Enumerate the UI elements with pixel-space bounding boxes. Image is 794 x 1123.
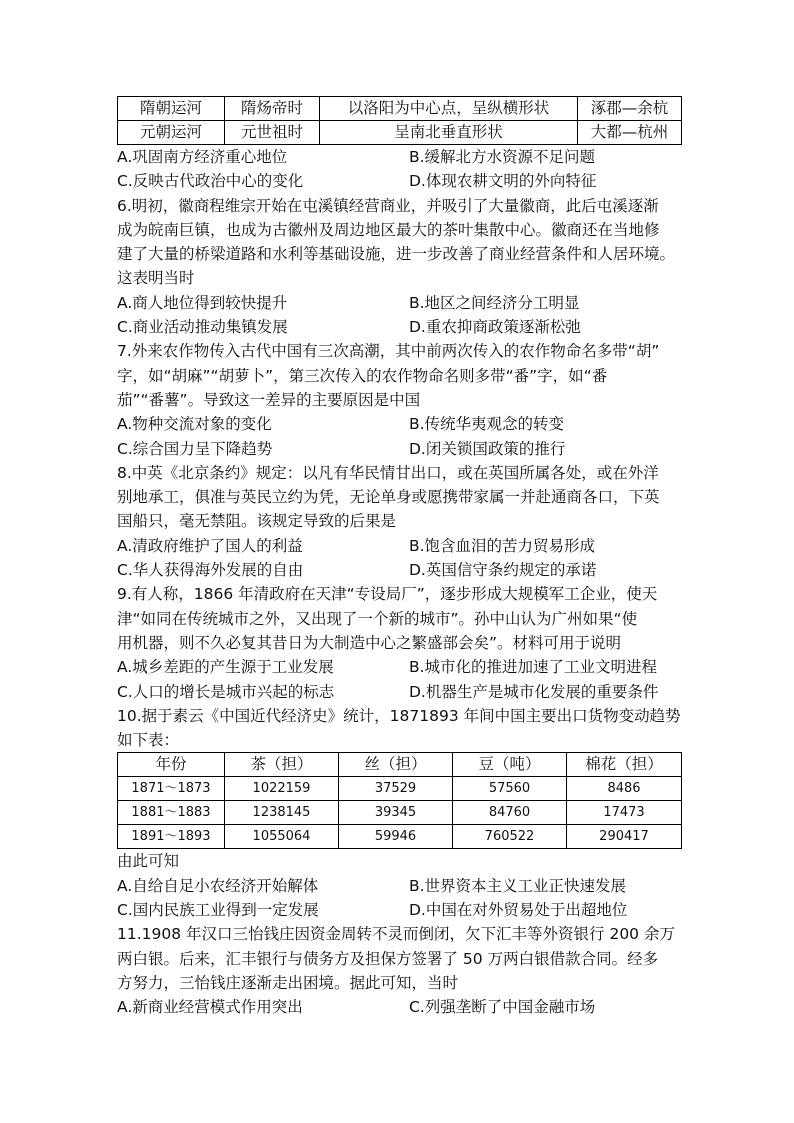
option-b[interactable]: B.城市化的推进加速了工业文明进程 xyxy=(409,658,658,677)
option-c[interactable]: C.人口的增长是城市兴起的标志 xyxy=(117,682,335,701)
option-c[interactable]: C.国内民族工业得到一定发展 xyxy=(117,901,319,920)
column-header: 丝（担） xyxy=(339,753,453,777)
table-cell: 59946 xyxy=(339,825,453,849)
question-text-line: 11.1908 年汉口三怡钱庄因资金周转不灵而倒闭，欠下汇丰等外资银行 200 余万 xyxy=(117,925,675,944)
question-7 xyxy=(117,339,681,460)
question-text-line: 两白银。后来，汇丰银行与债务方及担保方签署了 50 万两白银借款合同。经多 xyxy=(117,949,659,968)
table-cell: 84760 xyxy=(453,801,567,825)
table-cell: 隋炀帝时 xyxy=(225,97,320,121)
table-cell: 8486 xyxy=(567,777,682,801)
question-11 xyxy=(117,922,681,1019)
question-text-line: 建了大量的桥梁道路和水利等基础设施，进一步改善了商业经营条件和人居环境。 xyxy=(117,245,676,264)
question-text-line: 国船只，毫无禁阻。该规定导致的后果是 xyxy=(117,512,397,531)
table-row xyxy=(118,97,682,121)
table-cell: 37529 xyxy=(339,777,453,801)
option-c[interactable]: C.列强垄断了中国金融市场 xyxy=(409,998,596,1017)
option-a[interactable]: A.清政府维护了国人的利益 xyxy=(117,536,303,555)
table-cell: 涿郡—余杭 xyxy=(578,97,682,121)
table-cell: 呈南北垂直形状 xyxy=(320,121,578,145)
question-8 xyxy=(117,461,681,582)
option-b[interactable]: B.饱含血泪的苦力贸易形成 xyxy=(409,536,596,555)
question-10 xyxy=(117,704,681,922)
table-row xyxy=(118,121,682,145)
q8-options-row-1 xyxy=(117,534,681,558)
table-cell: 39345 xyxy=(339,801,453,825)
option-a[interactable]: A.城乡差距的产生源于工业发展 xyxy=(117,658,334,677)
table-cell: 大都—杭州 xyxy=(578,121,682,145)
q7-options-row-2 xyxy=(117,437,681,461)
q9-options-row-2 xyxy=(117,680,681,704)
question-text-line: 茄”“番薯”。导致这一差异的主要原因是中国 xyxy=(117,390,421,409)
q10-options-row-2 xyxy=(117,898,681,922)
table-cell: 17473 xyxy=(567,801,682,825)
column-header: 棉花（担） xyxy=(567,753,682,777)
table-cell: 1881～1883 xyxy=(118,801,225,825)
question-text-line: 6.明初，徽商程维宗开始在屯溪镇经营商业，并吸引了大量徽商，此后屯溪逐渐 xyxy=(117,196,659,215)
column-header: 茶（担） xyxy=(225,753,339,777)
option-d[interactable]: D.机器生产是城市化发展的重要条件 xyxy=(409,682,659,701)
table-row xyxy=(118,777,682,801)
table-cell: 隋朝运河 xyxy=(118,97,225,121)
q6-options-row-1 xyxy=(117,291,681,315)
option-b[interactable]: B.传统华夷观念的转变 xyxy=(409,415,565,434)
table-cell: 以洛阳为中心点，呈纵横形状 xyxy=(320,97,578,121)
question-text-line: 如下表： xyxy=(117,731,180,750)
option-b[interactable]: B.地区之间经济分工明显 xyxy=(409,293,580,312)
option-b[interactable]: B.世界资本主义工业正快速发展 xyxy=(409,876,627,895)
table-cell: 57560 xyxy=(453,777,567,801)
question-6 xyxy=(117,194,681,340)
option-c[interactable]: C.综合国力呈下降趋势 xyxy=(117,439,273,458)
option-b[interactable]: B.缓解北方水资源不足问题 xyxy=(409,148,596,166)
q11-options-row-1 xyxy=(117,995,681,1019)
table-cell: 290417 xyxy=(567,825,682,849)
option-c[interactable]: C.反映古代政治中心的变化 xyxy=(117,172,304,191)
option-d[interactable]: D.体现农耕文明的外向特征 xyxy=(409,172,597,191)
question-text-line: 别地承工，俱准与英民立约为凭，无论单身或愿携带家属一并赴通商各口，下英 xyxy=(117,488,660,507)
column-header: 年份 xyxy=(118,753,225,777)
option-d[interactable]: D.闭关锁国政策的推行 xyxy=(409,439,566,458)
table-cell: 1238145 xyxy=(225,801,339,825)
option-a[interactable]: A.自给自足小农经济开始解体 xyxy=(117,876,319,895)
question-text-line: 9.有人称，1866 年清政府在天津“专设局厂”，逐步形成大规模军工企业，使天 xyxy=(117,585,658,604)
question-text-line: 字，如“胡麻”“胡萝卜”，第三次传入的农作物命名则多带“番”字，如“番 xyxy=(117,366,608,385)
option-c[interactable]: C.华人获得海外发展的自由 xyxy=(117,561,304,580)
table-cell: 1871～1873 xyxy=(118,777,225,801)
q10-options-row-1 xyxy=(117,874,681,898)
table-header-row xyxy=(118,753,682,777)
question-9 xyxy=(117,582,681,703)
option-a[interactable]: A.商人地位得到较快提升 xyxy=(117,293,288,312)
q7-options-row-1 xyxy=(117,412,681,436)
option-a[interactable]: A.新商业经营模式作用突出 xyxy=(117,998,303,1017)
exam-page xyxy=(117,96,681,1020)
question-text-line: 由此可知 xyxy=(117,852,180,871)
question-text-line: 8.中英《北京条约》规定：以凡有华民情甘出口，或在英国所属各处，或在外洋 xyxy=(117,463,659,482)
table-cell: 760522 xyxy=(453,825,567,849)
table-cell: 1022159 xyxy=(225,777,339,801)
question-text-line: 7.外来农作物传入古代中国有三次高潮，其中前两次传入的农作物命名多带“胡” xyxy=(117,342,660,361)
option-c[interactable]: C.商业活动推动集镇发展 xyxy=(117,318,288,337)
q9-options-row-1 xyxy=(117,655,681,679)
table-cell: 1055064 xyxy=(225,825,339,849)
canal-comparison-table xyxy=(117,96,682,145)
question-text-line: 10.据于素云《中国近代经济史》统计，1871893 年间中国主要出口货物变动趋势 xyxy=(117,706,681,725)
question-text-line: 这表明当时 xyxy=(117,269,195,288)
question-text-line: 用机器，则不久必复其昔日为大制造中心之繁盛部会矣”。材料可用于说明 xyxy=(117,633,622,652)
option-d[interactable]: D.重农抑商政策逐渐松弛 xyxy=(409,318,581,337)
question-text-line: 津“如同在传统城市之外，又出现了一个新的城市”。孙中山认为广州如果“使 xyxy=(117,609,638,628)
column-header: 豆（吨） xyxy=(453,753,567,777)
export-goods-table xyxy=(117,752,682,849)
table-cell: 1891～1893 xyxy=(118,825,225,849)
table-row xyxy=(118,825,682,849)
q8-options-row-2 xyxy=(117,558,681,582)
question-text-line: 成为皖南巨镇，也成为古徽州及周边地区最大的茶叶集散中心。徽商还在当地修 xyxy=(117,220,660,239)
table-row xyxy=(118,801,682,825)
question-text-line: 方努力，三怡钱庄逐渐走出困境。据此可知，当时 xyxy=(117,973,459,992)
q5-options-row-1 xyxy=(117,145,681,169)
option-d[interactable]: D.中国在对外贸易处于出超地位 xyxy=(409,901,628,920)
option-a[interactable]: A.物种交流对象的变化 xyxy=(117,415,272,434)
table-cell: 元世祖时 xyxy=(225,121,320,145)
option-d[interactable]: D.英国信守条约规定的承诺 xyxy=(409,561,597,580)
q6-options-row-2 xyxy=(117,315,681,339)
option-a[interactable]: A.巩固南方经济重心地位 xyxy=(117,148,288,166)
table-cell: 元朝运河 xyxy=(118,121,225,145)
q5-options-row-2 xyxy=(117,169,681,193)
